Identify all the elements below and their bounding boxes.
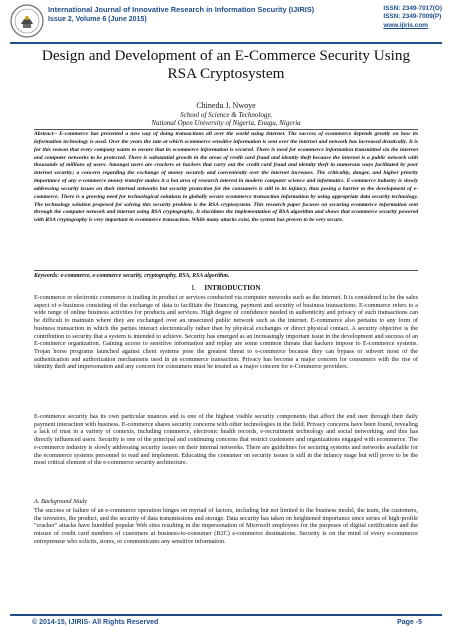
issn-print: ISSN: 2349-7017(O) bbox=[383, 5, 442, 12]
paper-title: Design and Development of an E-Commerce Security Using RSA Cryptosystem bbox=[41, 47, 411, 82]
header-divider bbox=[10, 42, 442, 44]
journal-name: International Journal of Innovative Research in Information Security (IJIRIS) bbox=[48, 5, 315, 14]
journal-logo-icon bbox=[10, 4, 44, 38]
intro-paragraph-1: E-commerce or electronic commerce is trading in product or services conducted via computer networks such as the internet. It is considered to be the sales aspect of e-business consisting of the exchange of data to facilitate the financing, payment and security of business transactions. E-commerce refers to a wide range of online business activities for products and services. High degree of confidence needed in authenticity and privacy of such transactions can be difficult to maintain where they are exchanged over an unsecured public network such as the internet. E-commerce also pertains to any form of business transaction in which the parties interact electronically rather than by physical exchanges or direct physical contact. A security objective is the contribution to security that a system is intended to achieve. Security has emerged as an increasingly important issue in the development and success of an E-commerce organization. Gaining access to sensitive information and replay are some common threats that hackers impose to E-commerce systems. Trojan horse programs launched against client systems pose the greatest threat to e-commerce because they can bypass or subvert most of the authentication and authorization mechanisms used in an ecommerce transaction. Privacy has become a major concern for consumers with the rise of identity theft and impersonation and any concern for consumers must be treated as a major concern for e-Commerce providers. bbox=[34, 294, 418, 371]
journal-header bbox=[0, 0, 452, 44]
footer-copyright: © 2014-15, IJIRIS- All Rights Reserved bbox=[32, 619, 159, 626]
subsection-title: A. Background Study bbox=[34, 498, 88, 505]
keywords: Keywords: e-commerce, e-commerce security, cryptography, RSA, RSA algorithm. bbox=[34, 273, 230, 279]
section-title: INTRODUCTION bbox=[204, 284, 261, 292]
issn-online: ISSN: 2349-7009(P) bbox=[383, 13, 442, 20]
author-name: Chinedu J. Nwoye bbox=[196, 101, 256, 110]
intro-paragraph-3: The success or failure of an e-commerce operation hinges on myriad of factors, including but not limited to the business model, the team, the customers, the investors, the product, and the security of data transmissions and storage. Data security has taken on heightened importance since series of high-profile "cracker" attacks have humbled popular Web sites resulting in the impersonation of Microsoft employees for the purposes of digital certification and the misuse of credit card numbers of customers at business-to-consumer (B2C) e-commerce destinations. Security is on the mind of every e-commerce entrepreneur who solicits, stores, or communicates any sensitive information. bbox=[34, 507, 418, 545]
page-number: Page -5 bbox=[397, 619, 422, 626]
section-heading bbox=[0, 284, 452, 292]
abstract-text: Abstract-- E-commerce has presented a new way of doing transactions all over the world using internet. The success of ecommerce depends greatly on how its information technology is used. Over the years the rate at which ecommerce sensitive information is sent over the internet and network has increased drastically. It is for this reason that every company wants to ensure that its ecommerce information is secured. There is need for ecommerce information transmitted via the internet and computer networks to be protected. There is substantial growth in the areas of credit card fraud and identity theft because the internet is a public network with thousands of millions of users. Amongst users are crackers or hackers that carry out the credit card fraud and identity theft in numerous ways facilitated by poor internet security; a concern regarding the exchange of money securely and conveniently over the internet increases. The criticality, danger, and higher priority importance of any e-commerce money transfer makes it a hot area of research interest in modern computer science and informatics. E-commerce industry is slowly addressing security issues on their internal networks but security protection for the consumers is still in its infancy, thus posing a barrier to the development of e-commerce. There is a growing need for technological solutions to globally secure ecommerce transaction information by using appropriate data security technology. The technology solution proposed for solving this security problem is the RSA cryptosystem. This research paper focuses on securing ecommerce information sent through the computer network and internet using RSA cryptography. It elucidates the implementation of RSA algorithm and shows that ecommerce security powered with RSA cryptography is very important in ecommerce transaction. While many attacks exist, the system has proven to be very secure. bbox=[34, 131, 418, 224]
issue-info: Issue 2, Volume 6 (June 2015) bbox=[48, 16, 147, 23]
section-number: I. bbox=[191, 284, 196, 292]
journal-website-link[interactable]: www.ijiris.com bbox=[383, 22, 428, 29]
intro-paragraph-2: E-commerce security has its own particular nuances and is one of the highest visible security components that affect the end user through their daily payment interaction with business. E-commerce shares security concerns with other technologies in the field. Privacy concerns have been found, revealing a lack of trust in a variety of contexts, including commerce, electronic health records, e-recruitment technology and social networking, and this has directly influenced users. Security is one of the principal and continuing concerns that restrict customers and organizations engaged with ecommerce. The e-commerce industry is slowly addressing security issues on their internal networks. There are guidelines for securing systems and networks available for the ecommerce systems personnel to read and implement. Educating the consumer on security issues is still in the infancy stage but will prove to be the most critical element of the e-commerce security architecture. bbox=[34, 413, 418, 467]
footer-divider bbox=[10, 614, 442, 616]
abstract-box bbox=[34, 129, 418, 271]
author-affiliation-university: National Open University of Nigeria, Enugu, Nigeria bbox=[151, 119, 301, 127]
author-affiliation-school: School of Science & Technology, bbox=[180, 111, 272, 119]
